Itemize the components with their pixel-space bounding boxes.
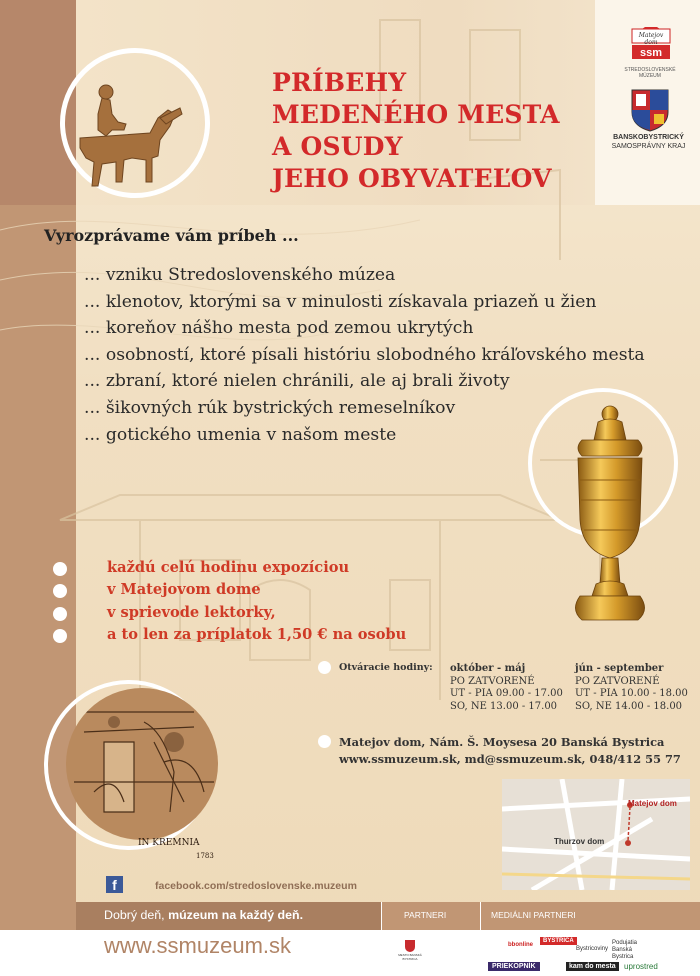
partner-logo-city[interactable]: [398, 940, 422, 961]
divider: [480, 902, 481, 930]
season-line: PO ZATVORENÉ: [450, 675, 535, 687]
region-line2: SAMOSPRÁVNY KRAJ: [611, 143, 686, 150]
address-bullet: [318, 735, 331, 748]
address-line: Matejov dom, Nám. Š. Moysesa 20 Banská Bystrica: [339, 735, 665, 749]
season-line: PO ZATVORENÉ: [575, 675, 660, 687]
season-name: október - máj: [450, 663, 526, 674]
title-line: JEHO OBYVATEĽOV: [272, 164, 552, 193]
intro-heading: Vyrozprávame vám príbeh ...: [44, 226, 299, 245]
golden-goblet: [550, 400, 670, 640]
season-name: jún - september: [575, 663, 664, 674]
coin-year: 1783: [196, 852, 214, 860]
partner-logo-text: kam do mesta: [569, 963, 616, 970]
season-winter: [450, 663, 563, 713]
tour-info: [107, 557, 406, 647]
partner-logo-text: bbonline: [508, 942, 533, 948]
season-line: UT - PIA 09.00 - 17.00: [450, 688, 563, 700]
season-line: SO, NE 14.00 - 18.00: [575, 700, 683, 712]
bullet-dot: [53, 584, 67, 598]
season-line: SO, NE 13.00 - 17.00: [450, 700, 558, 712]
tour-line: každú celú hodinu expozíciou: [107, 559, 350, 576]
list-item: ... zbraní, ktoré nielen chránili, ale aj brali životy: [84, 371, 510, 392]
facebook-icon[interactable]: f: [106, 876, 123, 893]
partner-logo-text: BYSTRICA: [543, 938, 574, 944]
poster-title: [272, 67, 560, 195]
partner-logo-uprostred[interactable]: [624, 962, 658, 971]
list-item: ... šikovných rúk bystrických remeselníkov: [84, 397, 456, 418]
partner-logo-text: Bystricoviny: [576, 946, 609, 952]
region-caption: [597, 133, 700, 151]
facebook-link[interactable]: facebook.com/stredoslovenske.muzeum: [155, 880, 357, 892]
media-partners-label: MEDIÁLNI PARTNERI: [491, 910, 576, 920]
list-item: ... osobností, ktoré písali históriu slobodného kráľovského mesta: [84, 344, 645, 365]
title-line: PRÍBEHY: [272, 68, 407, 97]
list-item: ... klenotov, ktorými sa v minulosti získavala priazeň u žien: [84, 291, 597, 312]
hours-bullet: [318, 661, 331, 674]
tour-line: v Matejovom dome: [107, 581, 261, 599]
partner-logo-bystricoviny[interactable]: [576, 946, 608, 952]
region-crest-icon: [630, 88, 670, 132]
partners-label: PARTNERI: [404, 910, 447, 920]
ssm-logo-top: Matejov dom: [638, 32, 664, 46]
title-line: A OSUDY: [272, 132, 403, 161]
slogan-bold: múzeum na každý deň.: [168, 908, 304, 922]
website-link[interactable]: www.ssmuzeum.sk: [104, 933, 292, 958]
coin-inscription: IN KREMNIA: [138, 838, 200, 848]
partner-logo-bbonline[interactable]: [508, 942, 533, 948]
title-line: MEDENÉHO MESTA: [272, 100, 560, 129]
partner-logo-bystrica[interactable]: [540, 937, 577, 945]
kremnica-coin-engraving: [44, 672, 220, 848]
bullet-dot: [53, 629, 67, 643]
season-summer: [575, 663, 688, 713]
divider: [381, 902, 382, 930]
tour-line: a to len za príplatok 1,50 € na osobu: [107, 626, 407, 644]
slogan-plain: Dobrý deň,: [104, 908, 169, 922]
partner-logo-podujatia[interactable]: [612, 940, 652, 961]
partner-logo-kamdomesta[interactable]: [566, 962, 619, 971]
tour-line: v sprievode lektorky,: [107, 603, 276, 621]
contact-line: www.ssmuzeum.sk, md@ssmuzeum.sk, 048/412 55 77: [339, 752, 681, 766]
horse-rider-statue: [40, 78, 190, 198]
partner-logo-text: PRIEKOPNÍK: [492, 963, 536, 970]
list-item: ... gotického umenia v našom meste: [84, 424, 397, 445]
tour-bullets: [53, 562, 67, 652]
bullet-dot: [53, 607, 67, 621]
region-line1: BANSKOBYSTRICKÝ: [613, 134, 684, 141]
city-crest-icon: [405, 940, 415, 952]
location-map[interactable]: [502, 779, 690, 890]
list-item: ... vzniku Stredoslovenského múzea: [84, 265, 396, 285]
ssm-logo-name: ssm: [639, 47, 663, 59]
ssm-caption: STREDOSLOVENSKÉ MÚZEUM: [624, 67, 676, 79]
list-item: ... koreňov nášho mesta pod zemou ukrytých: [84, 318, 474, 339]
map-label-matejov: Matejov dom: [628, 799, 677, 808]
hours-label: Otváracie hodiny:: [339, 662, 433, 673]
slogan: [104, 908, 303, 922]
partner-logo-text: MESTO BANSKÁ BYSTRICA: [398, 953, 422, 961]
partner-logo-text: Podujatia Banská Bystrica: [612, 940, 638, 960]
season-line: UT - PIA 10.00 - 18.00: [575, 688, 688, 700]
partner-logo-priekopnik[interactable]: [488, 962, 540, 971]
bullet-dot: [53, 562, 67, 576]
map-label-thurzov: Thurzov dom: [554, 837, 605, 846]
address-block: [339, 734, 681, 768]
partner-logo-text: uprostred: [624, 962, 658, 971]
map-streets: [502, 779, 690, 890]
